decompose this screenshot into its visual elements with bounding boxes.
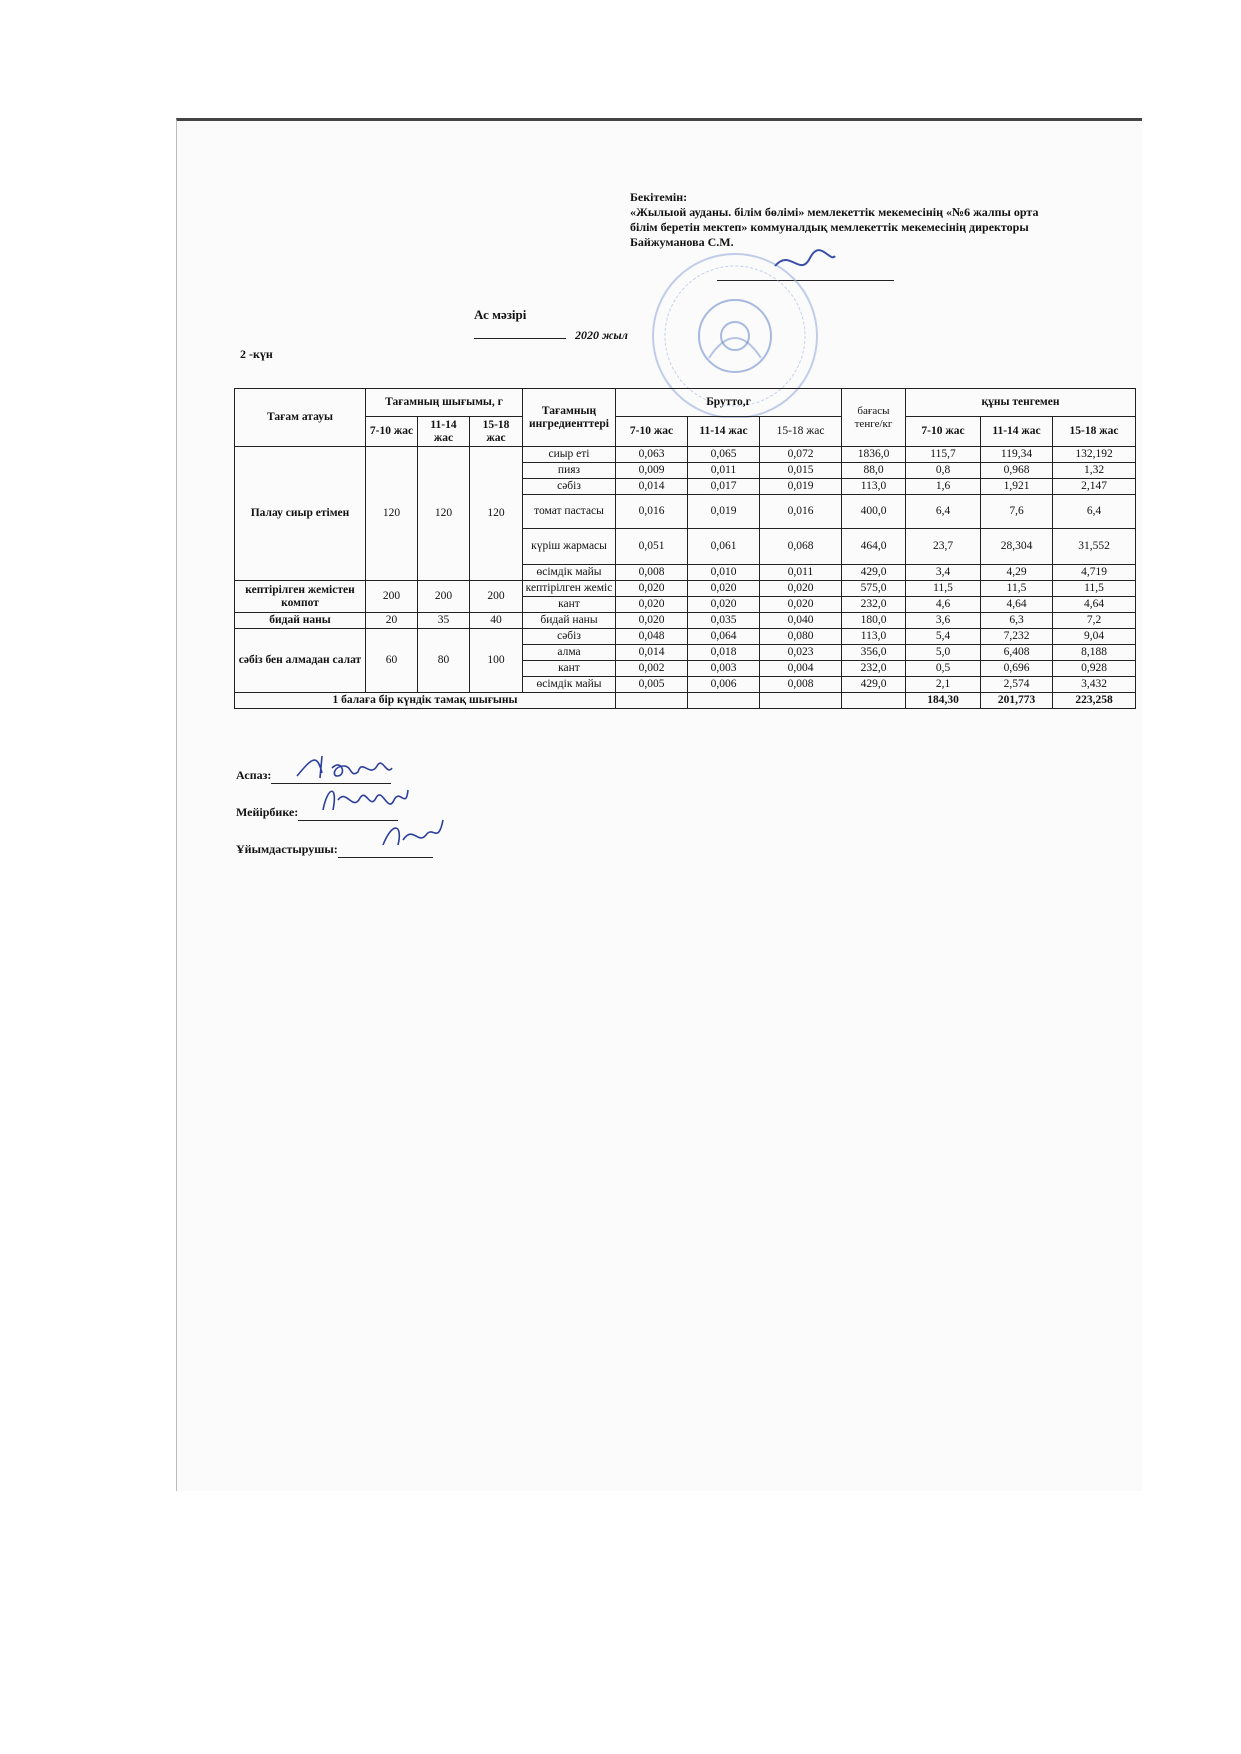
brutto-value: 0,023 — [760, 645, 842, 661]
header-output-15-18: 15-18 жас — [470, 417, 523, 447]
brutto-value: 0,014 — [616, 645, 688, 661]
approval-line-1: «Жылыой ауданы. білім бөлімі» мемлекеттік мекемесінің «№6 жалпы орта — [630, 205, 1039, 219]
brutto-value: 0,035 — [688, 613, 760, 629]
approval-line-3: Байжуманова С.М. — [630, 235, 734, 249]
brutto-value: 0,010 — [688, 565, 760, 581]
dish-name: Палау сиыр етімен — [235, 447, 366, 581]
brutto-value: 0,020 — [616, 613, 688, 629]
ingredient-name: кептірілген жеміс — [523, 581, 616, 597]
brutto-value: 0,072 — [760, 447, 842, 463]
organizer-signature — [378, 815, 448, 855]
dish-output: 60 — [366, 629, 418, 693]
cost-value: 2,1 — [906, 677, 981, 693]
cost-value: 5,0 — [906, 645, 981, 661]
header-brutto-11-14: 11-14 жас — [688, 417, 760, 447]
ingredient-name: пияз — [523, 463, 616, 479]
header-output: Тағамның шығымы, г — [366, 389, 523, 417]
date-blank — [474, 338, 566, 339]
brutto-value: 0,020 — [760, 581, 842, 597]
cost-value: 119,34 — [981, 447, 1053, 463]
cost-value: 7,2 — [1053, 613, 1136, 629]
dish-output: 100 — [470, 629, 523, 693]
price-value: 232,0 — [842, 661, 906, 677]
total-empty-cell — [842, 693, 906, 709]
cost-value: 11,5 — [906, 581, 981, 597]
header-brutto: Брутто,г — [616, 389, 842, 417]
ingredient-name: бидай наны — [523, 613, 616, 629]
brutto-value: 0,011 — [760, 565, 842, 581]
cost-value: 1,921 — [981, 479, 1053, 495]
ingredient-name: томат пастасы — [523, 495, 616, 529]
ingredient-name: өсімдік майы — [523, 677, 616, 693]
price-value: 232,0 — [842, 597, 906, 613]
brutto-value: 0,003 — [688, 661, 760, 677]
table-row — [235, 447, 1136, 463]
date-year: 2020 — [575, 328, 599, 342]
cost-value: 0,968 — [981, 463, 1053, 479]
dish-output: 35 — [418, 613, 470, 629]
approval-line-2: білім беретін мектеп» коммуналдық мемлекеттік мекемесінің директоры — [630, 220, 1029, 234]
cost-value: 31,552 — [1053, 529, 1136, 565]
brutto-value: 0,020 — [760, 597, 842, 613]
brutto-value: 0,005 — [616, 677, 688, 693]
brutto-value: 0,019 — [760, 479, 842, 495]
brutto-value: 0,040 — [760, 613, 842, 629]
brutto-value: 0,017 — [688, 479, 760, 495]
dish-name: сәбіз бен алмадан салат — [235, 629, 366, 693]
price-value: 429,0 — [842, 565, 906, 581]
brutto-value: 0,061 — [688, 529, 760, 565]
menu-table — [234, 388, 1136, 709]
brutto-value: 0,064 — [688, 629, 760, 645]
ingredient-name: сәбіз — [523, 479, 616, 495]
price-value: 464,0 — [842, 529, 906, 565]
cost-value: 0,928 — [1053, 661, 1136, 677]
cost-value: 132,192 — [1053, 447, 1136, 463]
price-value: 113,0 — [842, 629, 906, 645]
header-dish: Тағам атауы — [235, 389, 366, 447]
header-price: бағасы тенге/кг — [842, 389, 906, 447]
dish-output: 120 — [470, 447, 523, 581]
nurse-label: Мейірбике: — [236, 805, 299, 819]
cost-value: 6,4 — [1053, 495, 1136, 529]
cost-value: 9,04 — [1053, 629, 1136, 645]
total-cost-value: 223,258 — [1053, 693, 1136, 709]
dish-output: 40 — [470, 613, 523, 629]
dish-output: 80 — [418, 629, 470, 693]
cost-value: 1,6 — [906, 479, 981, 495]
cost-value: 0,696 — [981, 661, 1053, 677]
dish-output: 20 — [366, 613, 418, 629]
brutto-value: 0,006 — [688, 677, 760, 693]
cost-value: 4,64 — [1053, 597, 1136, 613]
dish-output: 120 — [366, 447, 418, 581]
brutto-value: 0,020 — [688, 581, 760, 597]
ingredient-name: кант — [523, 661, 616, 677]
ingredient-name: сәбіз — [523, 629, 616, 645]
cost-value: 3,432 — [1053, 677, 1136, 693]
total-empty-cell — [688, 693, 760, 709]
cost-value: 115,7 — [906, 447, 981, 463]
cost-value: 28,304 — [981, 529, 1053, 565]
cost-value: 6,4 — [906, 495, 981, 529]
cost-value: 6,408 — [981, 645, 1053, 661]
cost-value: 0,8 — [906, 463, 981, 479]
date-suffix: жыл — [602, 328, 628, 342]
brutto-value: 0,011 — [688, 463, 760, 479]
cost-value: 1,32 — [1053, 463, 1136, 479]
cost-value: 11,5 — [1053, 581, 1136, 597]
cost-value: 6,3 — [981, 613, 1053, 629]
cost-value: 7,6 — [981, 495, 1053, 529]
dish-output: 200 — [366, 581, 418, 613]
brutto-value: 0,020 — [616, 581, 688, 597]
header-output-11-14: 11-14 жас — [418, 417, 470, 447]
table-row — [235, 629, 1136, 645]
brutto-value: 0,020 — [616, 597, 688, 613]
total-label: 1 балаға бір күндік тамақ шығыны — [235, 693, 616, 709]
price-value: 356,0 — [842, 645, 906, 661]
total-empty-cell — [616, 693, 688, 709]
dish-output: 200 — [470, 581, 523, 613]
organizer-label: Ұйымдастырушы: — [236, 842, 338, 856]
cost-value: 4,29 — [981, 565, 1053, 581]
cost-value: 4,6 — [906, 597, 981, 613]
table-row — [235, 581, 1136, 597]
total-cost-value: 201,773 — [981, 693, 1053, 709]
cost-value: 4,719 — [1053, 565, 1136, 581]
header-cost-11-14: 11-14 жас — [981, 417, 1053, 447]
cost-value: 7,232 — [981, 629, 1053, 645]
brutto-value: 0,018 — [688, 645, 760, 661]
menu-title: Ас мәзірі — [474, 307, 527, 322]
dish-output: 200 — [418, 581, 470, 613]
brutto-value: 0,015 — [760, 463, 842, 479]
cost-value: 0,5 — [906, 661, 981, 677]
cost-value: 4,64 — [981, 597, 1053, 613]
date-line — [474, 328, 628, 343]
header-ingredients: Тағамның ингредиенттері — [523, 389, 616, 447]
cook-signature — [292, 748, 422, 784]
brutto-value: 0,068 — [760, 529, 842, 565]
price-value: 180,0 — [842, 613, 906, 629]
price-value: 1836,0 — [842, 447, 906, 463]
dish-name: бидай наны — [235, 613, 366, 629]
total-row — [235, 693, 1136, 709]
header-brutto-15-18: 15-18 жас — [760, 417, 842, 447]
cook-label: Аспаз: — [236, 768, 272, 782]
brutto-value: 0,004 — [760, 661, 842, 677]
ingredient-name: күріш жармасы — [523, 529, 616, 565]
cost-value: 11,5 — [981, 581, 1053, 597]
cost-value: 2,574 — [981, 677, 1053, 693]
cost-value: 3,6 — [906, 613, 981, 629]
header-brutto-7-10: 7-10 жас — [616, 417, 688, 447]
price-value: 575,0 — [842, 581, 906, 597]
approval-title: Бекітемін: — [630, 190, 688, 204]
brutto-value: 0,048 — [616, 629, 688, 645]
brutto-value: 0,014 — [616, 479, 688, 495]
brutto-value: 0,020 — [688, 597, 760, 613]
table-row — [235, 613, 1136, 629]
dish-name: кептірілген жемістен компот — [235, 581, 366, 613]
total-cost-value: 184,30 — [906, 693, 981, 709]
price-value: 429,0 — [842, 677, 906, 693]
header-cost-7-10: 7-10 жас — [906, 417, 981, 447]
cost-value: 5,4 — [906, 629, 981, 645]
cost-value: 8,188 — [1053, 645, 1136, 661]
ingredient-name: алма — [523, 645, 616, 661]
cost-value: 2,147 — [1053, 479, 1136, 495]
total-empty-cell — [760, 693, 842, 709]
ingredient-name: кант — [523, 597, 616, 613]
header-cost-15-18: 15-18 жас — [1053, 417, 1136, 447]
brutto-value: 0,008 — [760, 677, 842, 693]
header-output-7-10: 7-10 жас — [366, 417, 418, 447]
brutto-value: 0,065 — [688, 447, 760, 463]
brutto-value: 0,016 — [616, 495, 688, 529]
brutto-value: 0,051 — [616, 529, 688, 565]
brutto-value: 0,002 — [616, 661, 688, 677]
nurse-signature — [318, 780, 418, 820]
cost-value: 3,4 — [906, 565, 981, 581]
price-value: 113,0 — [842, 479, 906, 495]
day-label: 2 -күн — [240, 347, 273, 361]
cost-value: 23,7 — [906, 529, 981, 565]
brutto-value: 0,063 — [616, 447, 688, 463]
price-value: 88,0 — [842, 463, 906, 479]
ingredient-name: өсімдік майы — [523, 565, 616, 581]
header-cost: құны тенгемен — [906, 389, 1136, 417]
dish-output: 120 — [418, 447, 470, 581]
brutto-value: 0,080 — [760, 629, 842, 645]
brutto-value: 0,008 — [616, 565, 688, 581]
brutto-value: 0,016 — [760, 495, 842, 529]
price-value: 400,0 — [842, 495, 906, 529]
brutto-value: 0,009 — [616, 463, 688, 479]
brutto-value: 0,019 — [688, 495, 760, 529]
ingredient-name: сиыр еті — [523, 447, 616, 463]
